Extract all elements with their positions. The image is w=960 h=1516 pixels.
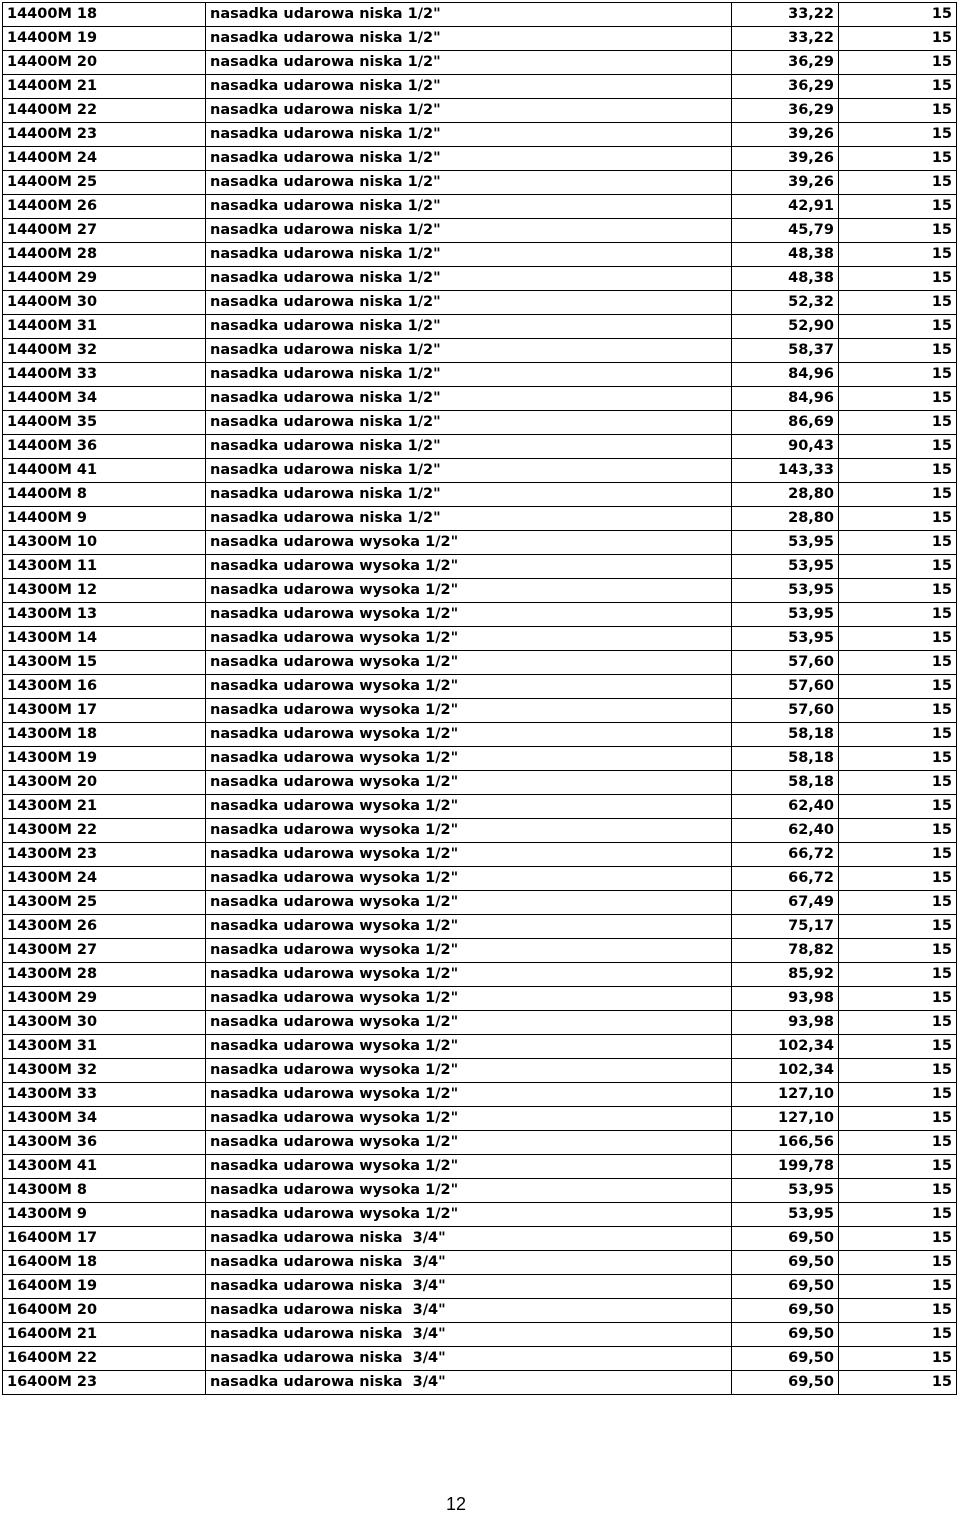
quantity-cell: 15 [839,315,957,339]
table-row [3,51,957,75]
quantity-cell: 15 [839,1011,957,1035]
price-cell: 58,18 [732,771,839,795]
product-code-cell: 14400M 26 [3,195,206,219]
product-code-cell: 14300M 18 [3,723,206,747]
quantity-cell: 15 [839,195,957,219]
description-cell: nasadka udarowa wysoka 1/2" [206,795,732,819]
table-row [3,1203,957,1227]
table-row [3,363,957,387]
product-code-cell: 14300M 36 [3,1131,206,1155]
description-cell: nasadka udarowa wysoka 1/2" [206,699,732,723]
table-row [3,75,957,99]
price-cell: 39,26 [732,147,839,171]
price-cell: 57,60 [732,699,839,723]
table-row [3,843,957,867]
product-code-cell: 14400M 20 [3,51,206,75]
description-cell: nasadka udarowa wysoka 1/2" [206,939,732,963]
price-cell: 57,60 [732,651,839,675]
product-code-cell: 14300M 20 [3,771,206,795]
table-row [3,651,957,675]
description-cell: nasadka udarowa niska 1/2" [206,123,732,147]
quantity-cell: 15 [839,1107,957,1131]
quantity-cell: 15 [839,291,957,315]
description-cell: nasadka udarowa niska 3/4" [206,1251,732,1275]
quantity-cell: 15 [839,219,957,243]
product-code-cell: 16400M 21 [3,1323,206,1347]
product-code-cell: 14400M 9 [3,507,206,531]
table-row [3,795,957,819]
quantity-cell: 15 [839,1155,957,1179]
quantity-cell: 15 [839,699,957,723]
quantity-cell: 15 [839,123,957,147]
price-cell: 86,69 [732,411,839,435]
price-cell: 52,32 [732,291,839,315]
price-table [2,2,957,1395]
description-cell: nasadka udarowa wysoka 1/2" [206,987,732,1011]
price-cell: 69,50 [732,1371,839,1395]
quantity-cell: 15 [839,867,957,891]
product-code-cell: 14300M 33 [3,1083,206,1107]
quantity-cell: 15 [839,771,957,795]
quantity-cell: 15 [839,723,957,747]
table-row [3,1059,957,1083]
price-cell: 53,95 [732,555,839,579]
quantity-cell: 15 [839,747,957,771]
product-code-cell: 14300M 34 [3,1107,206,1131]
description-cell: nasadka udarowa niska 1/2" [206,387,732,411]
table-row [3,579,957,603]
description-cell: nasadka udarowa wysoka 1/2" [206,1155,732,1179]
product-code-cell: 14300M 15 [3,651,206,675]
quantity-cell: 15 [839,483,957,507]
table-row [3,987,957,1011]
table-row [3,915,957,939]
price-cell: 69,50 [732,1275,839,1299]
table-row [3,507,957,531]
quantity-cell: 15 [839,939,957,963]
description-cell: nasadka udarowa niska 1/2" [206,363,732,387]
description-cell: nasadka udarowa niska 1/2" [206,27,732,51]
price-cell: 48,38 [732,267,839,291]
quantity-cell: 15 [839,387,957,411]
product-code-cell: 14300M 10 [3,531,206,555]
description-cell: nasadka udarowa wysoka 1/2" [206,1083,732,1107]
quantity-cell: 15 [839,1179,957,1203]
table-row [3,1107,957,1131]
price-cell: 57,60 [732,675,839,699]
product-code-cell: 14300M 28 [3,963,206,987]
quantity-cell: 15 [839,339,957,363]
description-cell: nasadka udarowa wysoka 1/2" [206,723,732,747]
product-code-cell: 14400M 25 [3,171,206,195]
product-code-cell: 14300M 8 [3,1179,206,1203]
product-code-cell: 14400M 28 [3,243,206,267]
product-code-cell: 14400M 24 [3,147,206,171]
price-cell: 36,29 [732,99,839,123]
price-cell: 84,96 [732,363,839,387]
price-cell: 67,49 [732,891,839,915]
product-code-cell: 14300M 23 [3,843,206,867]
table-row [3,819,957,843]
table-row [3,1179,957,1203]
quantity-cell: 15 [839,1347,957,1371]
product-code-cell: 14300M 25 [3,891,206,915]
table-row [3,1371,957,1395]
description-cell: nasadka udarowa niska 3/4" [206,1275,732,1299]
quantity-cell: 15 [839,147,957,171]
product-code-cell: 16400M 20 [3,1299,206,1323]
table-row [3,1227,957,1251]
product-code-cell: 14300M 26 [3,915,206,939]
table-row [3,1323,957,1347]
price-cell: 33,22 [732,27,839,51]
description-cell: nasadka udarowa wysoka 1/2" [206,843,732,867]
table-row [3,699,957,723]
table-row [3,603,957,627]
price-cell: 102,34 [732,1035,839,1059]
product-code-cell: 14300M 13 [3,603,206,627]
table-row [3,291,957,315]
page-number: 12 [445,1494,467,1514]
price-cell: 69,50 [732,1299,839,1323]
quantity-cell: 15 [839,1131,957,1155]
price-cell: 127,10 [732,1107,839,1131]
description-cell: nasadka udarowa wysoka 1/2" [206,867,732,891]
description-cell: nasadka udarowa wysoka 1/2" [206,1011,732,1035]
table-row [3,1011,957,1035]
description-cell: nasadka udarowa wysoka 1/2" [206,579,732,603]
quantity-cell: 15 [839,267,957,291]
quantity-cell: 15 [839,963,957,987]
product-code-cell: 14400M 32 [3,339,206,363]
table-row [3,747,957,771]
product-code-cell: 14400M 18 [3,3,206,27]
product-code-cell: 14300M 31 [3,1035,206,1059]
price-cell: 62,40 [732,819,839,843]
price-cell: 66,72 [732,843,839,867]
description-cell: nasadka udarowa niska 1/2" [206,99,732,123]
price-cell: 58,18 [732,723,839,747]
product-code-cell: 14300M 11 [3,555,206,579]
quantity-cell: 15 [839,1083,957,1107]
quantity-cell: 15 [839,1275,957,1299]
table-row [3,387,957,411]
description-cell: nasadka udarowa wysoka 1/2" [206,1203,732,1227]
quantity-cell: 15 [839,1323,957,1347]
table-row [3,27,957,51]
table-row [3,939,957,963]
product-code-cell: 14300M 22 [3,819,206,843]
product-code-cell: 14400M 27 [3,219,206,243]
description-cell: nasadka udarowa niska 1/2" [206,507,732,531]
table-row [3,147,957,171]
quantity-cell: 15 [839,531,957,555]
quantity-cell: 15 [839,1251,957,1275]
description-cell: nasadka udarowa niska 1/2" [206,459,732,483]
product-code-cell: 14400M 35 [3,411,206,435]
price-cell: 69,50 [732,1227,839,1251]
table-row [3,1155,957,1179]
table-row [3,339,957,363]
quantity-cell: 15 [839,603,957,627]
quantity-cell: 15 [839,819,957,843]
price-cell: 69,50 [732,1251,839,1275]
description-cell: nasadka udarowa niska 3/4" [206,1323,732,1347]
description-cell: nasadka udarowa wysoka 1/2" [206,603,732,627]
table-row [3,1083,957,1107]
table-row [3,627,957,651]
price-cell: 28,80 [732,483,839,507]
quantity-cell: 15 [839,891,957,915]
product-code-cell: 14300M 17 [3,699,206,723]
quantity-cell: 15 [839,675,957,699]
product-code-cell: 14300M 12 [3,579,206,603]
description-cell: nasadka udarowa wysoka 1/2" [206,675,732,699]
product-code-cell: 14300M 9 [3,1203,206,1227]
description-cell: nasadka udarowa niska 1/2" [206,411,732,435]
price-cell: 45,79 [732,219,839,243]
quantity-cell: 15 [839,1371,957,1395]
quantity-cell: 15 [839,363,957,387]
table-row [3,1299,957,1323]
price-cell: 53,95 [732,531,839,555]
price-cell: 58,37 [732,339,839,363]
description-cell: nasadka udarowa niska 1/2" [206,243,732,267]
product-code-cell: 16400M 18 [3,1251,206,1275]
table-row [3,195,957,219]
quantity-cell: 15 [839,459,957,483]
price-cell: 127,10 [732,1083,839,1107]
quantity-cell: 15 [839,75,957,99]
description-cell: nasadka udarowa wysoka 1/2" [206,651,732,675]
product-code-cell: 14300M 29 [3,987,206,1011]
price-cell: 78,82 [732,939,839,963]
description-cell: nasadka udarowa niska 1/2" [206,219,732,243]
price-cell: 53,95 [732,1179,839,1203]
price-cell: 62,40 [732,795,839,819]
table-row [3,3,957,27]
product-code-cell: 14300M 27 [3,939,206,963]
price-cell: 42,91 [732,195,839,219]
description-cell: nasadka udarowa niska 1/2" [206,267,732,291]
quantity-cell: 15 [839,435,957,459]
price-cell: 36,29 [732,75,839,99]
description-cell: nasadka udarowa niska 1/2" [206,483,732,507]
table-row [3,483,957,507]
table-row [3,1347,957,1371]
price-cell: 93,98 [732,1011,839,1035]
quantity-cell: 15 [839,99,957,123]
quantity-cell: 15 [839,843,957,867]
price-cell: 90,43 [732,435,839,459]
quantity-cell: 15 [839,555,957,579]
product-code-cell: 14400M 19 [3,27,206,51]
quantity-cell: 15 [839,1203,957,1227]
description-cell: nasadka udarowa wysoka 1/2" [206,1107,732,1131]
table-row [3,675,957,699]
description-cell: nasadka udarowa wysoka 1/2" [206,963,732,987]
description-cell: nasadka udarowa wysoka 1/2" [206,1179,732,1203]
quantity-cell: 15 [839,507,957,531]
product-code-cell: 14300M 14 [3,627,206,651]
quantity-cell: 15 [839,3,957,27]
price-cell: 28,80 [732,507,839,531]
quantity-cell: 15 [839,627,957,651]
price-cell: 48,38 [732,243,839,267]
table-row [3,555,957,579]
table-row [3,99,957,123]
description-cell: nasadka udarowa wysoka 1/2" [206,555,732,579]
description-cell: nasadka udarowa niska 1/2" [206,147,732,171]
price-cell: 69,50 [732,1347,839,1371]
description-cell: nasadka udarowa niska 1/2" [206,3,732,27]
description-cell: nasadka udarowa wysoka 1/2" [206,747,732,771]
table-row [3,243,957,267]
table-row [3,411,957,435]
quantity-cell: 15 [839,1299,957,1323]
product-code-cell: 14300M 24 [3,867,206,891]
price-cell: 166,56 [732,1131,839,1155]
quantity-cell: 15 [839,651,957,675]
description-cell: nasadka udarowa niska 3/4" [206,1227,732,1251]
quantity-cell: 15 [839,915,957,939]
quantity-cell: 15 [839,1035,957,1059]
product-code-cell: 16400M 23 [3,1371,206,1395]
price-cell: 53,95 [732,1203,839,1227]
table-row [3,723,957,747]
price-cell: 143,33 [732,459,839,483]
price-cell: 53,95 [732,627,839,651]
description-cell: nasadka udarowa niska 3/4" [206,1299,732,1323]
description-cell: nasadka udarowa wysoka 1/2" [206,891,732,915]
description-cell: nasadka udarowa wysoka 1/2" [206,819,732,843]
product-code-cell: 14300M 16 [3,675,206,699]
description-cell: nasadka udarowa wysoka 1/2" [206,1059,732,1083]
description-cell: nasadka udarowa niska 1/2" [206,51,732,75]
table-row [3,219,957,243]
price-cell: 84,96 [732,387,839,411]
price-cell: 33,22 [732,3,839,27]
table-body [3,3,957,1395]
product-code-cell: 14300M 19 [3,747,206,771]
price-cell: 75,17 [732,915,839,939]
table-row [3,963,957,987]
table-row [3,1251,957,1275]
product-code-cell: 14400M 29 [3,267,206,291]
table-row [3,435,957,459]
quantity-cell: 15 [839,795,957,819]
description-cell: nasadka udarowa niska 1/2" [206,435,732,459]
product-code-cell: 16400M 22 [3,1347,206,1371]
price-cell: 39,26 [732,171,839,195]
price-cell: 53,95 [732,579,839,603]
price-cell: 58,18 [732,747,839,771]
description-cell: nasadka udarowa niska 1/2" [206,315,732,339]
product-code-cell: 14400M 33 [3,363,206,387]
price-cell: 93,98 [732,987,839,1011]
table-row [3,267,957,291]
product-code-cell: 14300M 32 [3,1059,206,1083]
product-code-cell: 14400M 23 [3,123,206,147]
product-code-cell: 14400M 8 [3,483,206,507]
table-row [3,891,957,915]
price-cell: 36,29 [732,51,839,75]
description-cell: nasadka udarowa wysoka 1/2" [206,915,732,939]
quantity-cell: 15 [839,1059,957,1083]
product-code-cell: 14400M 21 [3,75,206,99]
quantity-cell: 15 [839,243,957,267]
table-row [3,123,957,147]
product-code-cell: 14400M 22 [3,99,206,123]
description-cell: nasadka udarowa niska 1/2" [206,171,732,195]
description-cell: nasadka udarowa wysoka 1/2" [206,1035,732,1059]
product-code-cell: 14300M 41 [3,1155,206,1179]
description-cell: nasadka udarowa wysoka 1/2" [206,531,732,555]
table-row [3,1131,957,1155]
price-cell: 66,72 [732,867,839,891]
quantity-cell: 15 [839,987,957,1011]
table-row [3,315,957,339]
product-code-cell: 14300M 21 [3,795,206,819]
product-code-cell: 16400M 17 [3,1227,206,1251]
product-code-cell: 14400M 36 [3,435,206,459]
product-code-cell: 14300M 30 [3,1011,206,1035]
price-cell: 69,50 [732,1323,839,1347]
quantity-cell: 15 [839,27,957,51]
description-cell: nasadka udarowa niska 1/2" [206,195,732,219]
table-row [3,771,957,795]
product-code-cell: 14400M 30 [3,291,206,315]
table-row [3,1035,957,1059]
price-cell: 53,95 [732,603,839,627]
price-cell: 85,92 [732,963,839,987]
product-code-cell: 14400M 34 [3,387,206,411]
description-cell: nasadka udarowa niska 1/2" [206,291,732,315]
table-row [3,171,957,195]
description-cell: nasadka udarowa niska 3/4" [206,1371,732,1395]
product-code-cell: 14400M 31 [3,315,206,339]
quantity-cell: 15 [839,1227,957,1251]
price-cell: 52,90 [732,315,839,339]
price-cell: 102,34 [732,1059,839,1083]
price-cell: 199,78 [732,1155,839,1179]
table-row [3,459,957,483]
description-cell: nasadka udarowa wysoka 1/2" [206,771,732,795]
description-cell: nasadka udarowa wysoka 1/2" [206,627,732,651]
quantity-cell: 15 [839,51,957,75]
product-code-cell: 14400M 41 [3,459,206,483]
product-code-cell: 16400M 19 [3,1275,206,1299]
description-cell: nasadka udarowa wysoka 1/2" [206,1131,732,1155]
price-cell: 39,26 [732,123,839,147]
table-row [3,1275,957,1299]
description-cell: nasadka udarowa niska 1/2" [206,339,732,363]
table-row [3,867,957,891]
description-cell: nasadka udarowa niska 1/2" [206,75,732,99]
description-cell: nasadka udarowa niska 3/4" [206,1347,732,1371]
quantity-cell: 15 [839,171,957,195]
quantity-cell: 15 [839,579,957,603]
quantity-cell: 15 [839,411,957,435]
table-row [3,531,957,555]
